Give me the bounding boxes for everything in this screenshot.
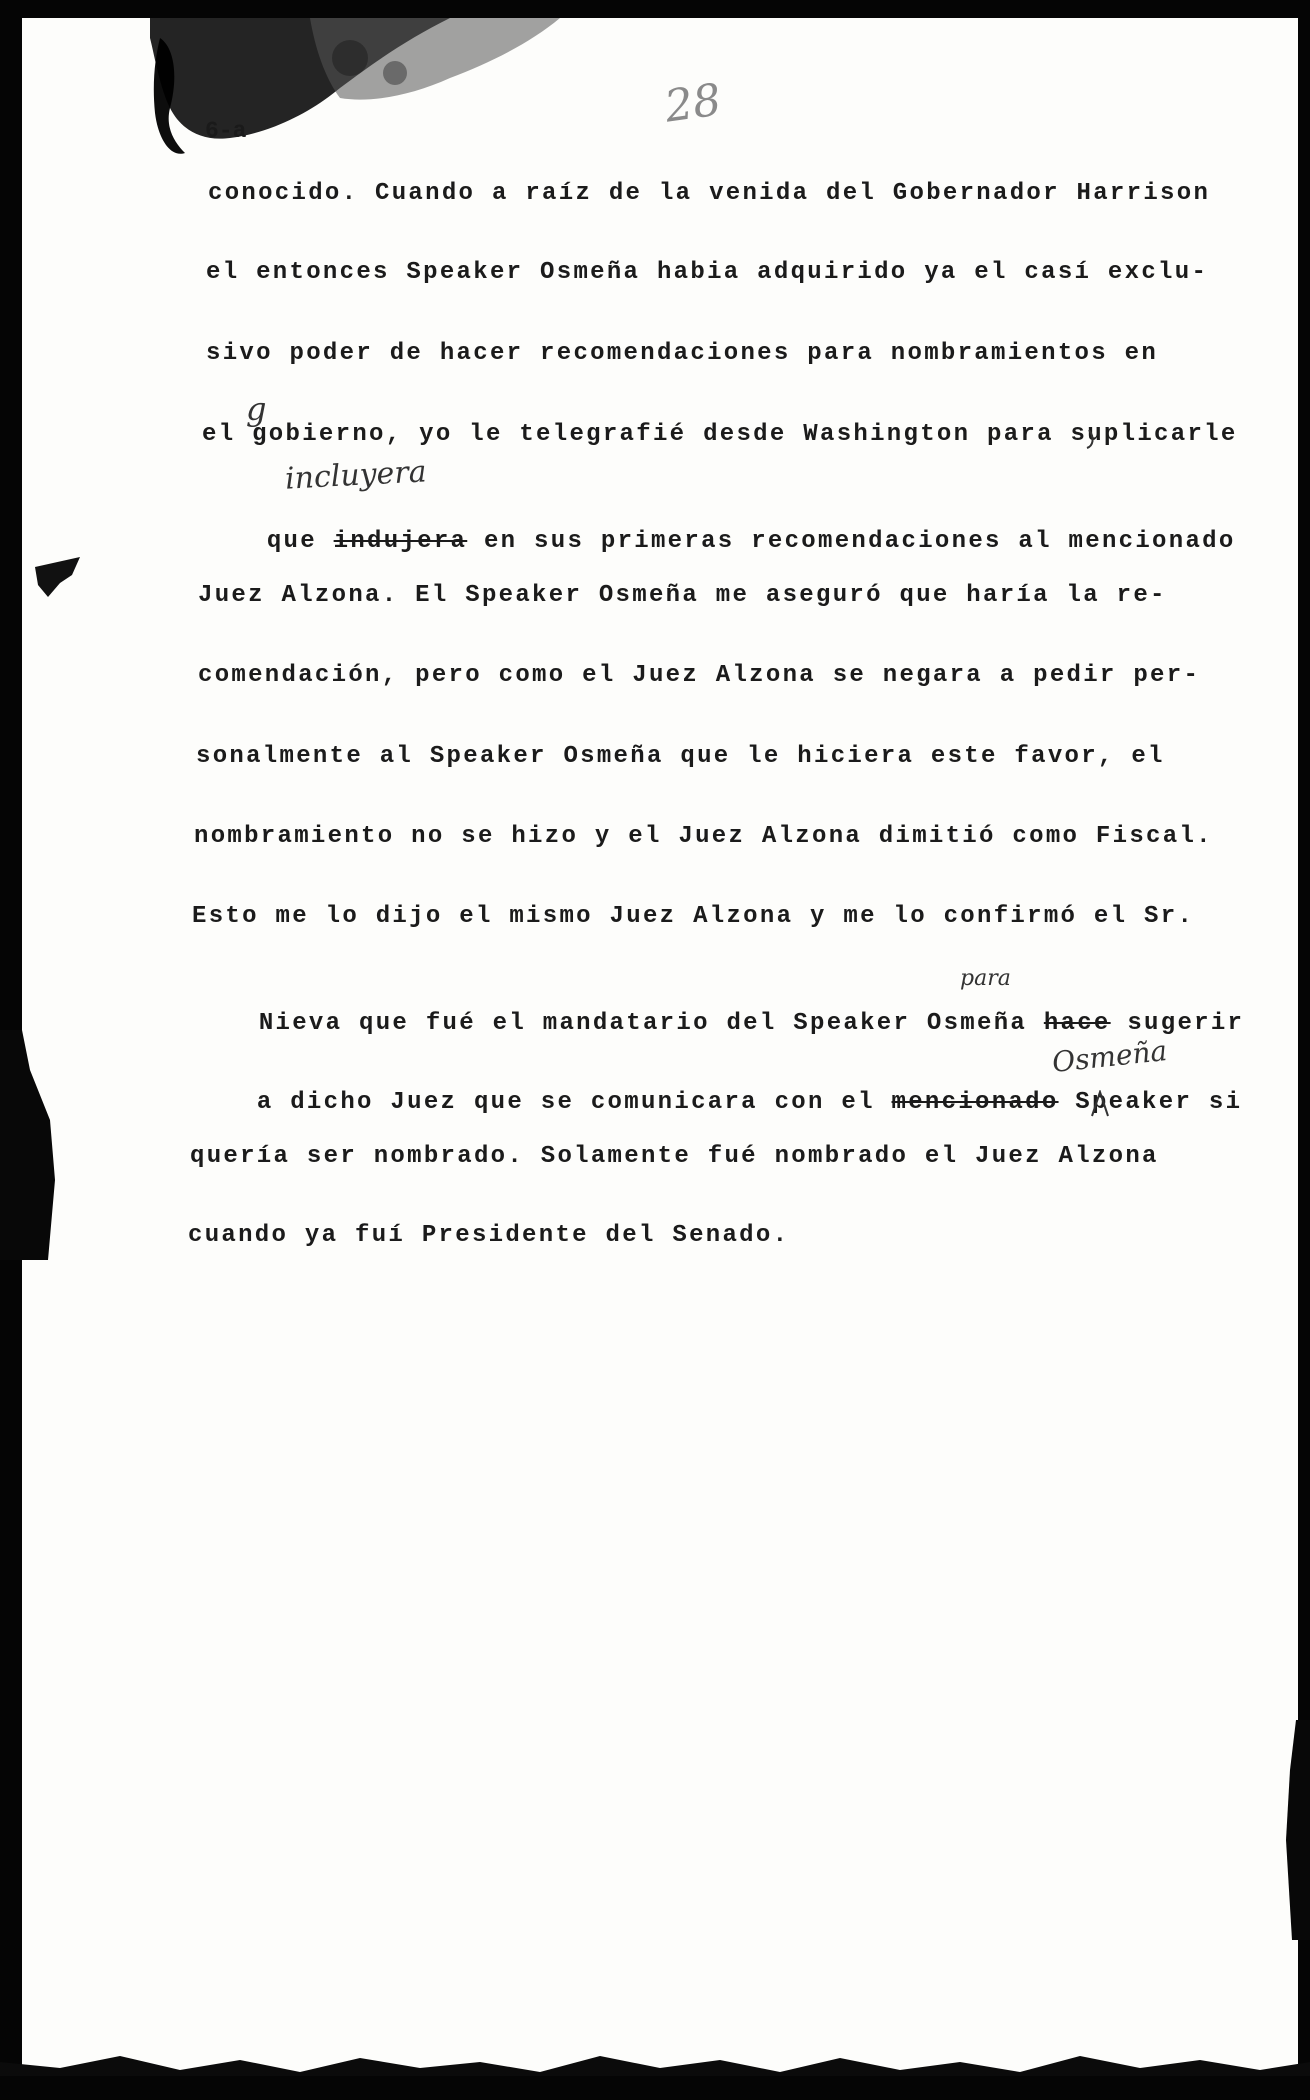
struck-word: mencionado bbox=[891, 1089, 1059, 1116]
text-line: sonalmente al Speaker Osmeña que le hiciera este favor, el bbox=[196, 743, 1165, 770]
text-line: Esto me lo dijo el mismo Juez Alzona y me lo confirmó el Sr. bbox=[192, 903, 1195, 930]
handwritten-incluyera: incluyera bbox=[284, 454, 428, 497]
scan-border-bottom bbox=[0, 2076, 1310, 2100]
text-line: el entonces Speaker Osmeña habia adquirido ya el casí exclu- bbox=[206, 259, 1209, 286]
ink-stain bbox=[150, 18, 560, 168]
handwritten-g: g bbox=[246, 390, 267, 428]
handwritten-osmena: Osmeña bbox=[1050, 1034, 1169, 1079]
text-line: sivo poder de hacer recomendaciones para nombramientos en bbox=[206, 340, 1159, 367]
line-text-after: sugerir bbox=[1110, 1010, 1245, 1037]
text-line: el gobierno, yo le telegrafié desde Washington para suplicarle bbox=[202, 421, 1238, 448]
caret-mark bbox=[1085, 428, 1105, 450]
caret-mark bbox=[1090, 1090, 1110, 1118]
line-text-after: en sus primeras recomendaciones al mencionado bbox=[467, 528, 1236, 555]
text-line: conocido. Cuando a raíz de la venida del Gobernador Harrison bbox=[208, 180, 1211, 207]
text-line bbox=[200, 501, 1236, 582]
text-line: quería ser nombrado. Solamente fué nombrado el Juez Alzona bbox=[190, 1143, 1159, 1170]
text-line: Juez Alzona. El Speaker Osmeña me aseguró que haría la re- bbox=[198, 582, 1167, 609]
struck-word: indujera bbox=[333, 528, 468, 555]
text-line: comendación, pero como el Juez Alzona se negara a pedir per- bbox=[198, 662, 1201, 689]
line-text-before: Nieva que fué el mandatario del Speaker Osmeña bbox=[258, 1010, 1044, 1037]
line-text-before: a dicho Juez que se comunicara con el bbox=[256, 1089, 892, 1116]
text-line: nombramiento no se hizo y el Juez Alzona dimitió como Fiscal. bbox=[194, 823, 1213, 850]
text-line: cuando ya fuí Presidente del Senado. bbox=[188, 1222, 790, 1249]
tear-mark-left bbox=[30, 555, 90, 600]
line-text-after: Speaker si bbox=[1058, 1089, 1243, 1116]
bottom-edge-damage bbox=[0, 2050, 1310, 2076]
page-marker: 6-a bbox=[205, 118, 247, 144]
scan-border-top bbox=[0, 0, 1310, 18]
struck-word: hace bbox=[1043, 1010, 1111, 1037]
line-text-before: que bbox=[266, 528, 334, 555]
edge-damage-right bbox=[1268, 1720, 1310, 1940]
folio-number: 28 bbox=[661, 74, 725, 133]
handwritten-para: para bbox=[960, 966, 1011, 991]
edge-damage-left bbox=[0, 1030, 70, 1260]
